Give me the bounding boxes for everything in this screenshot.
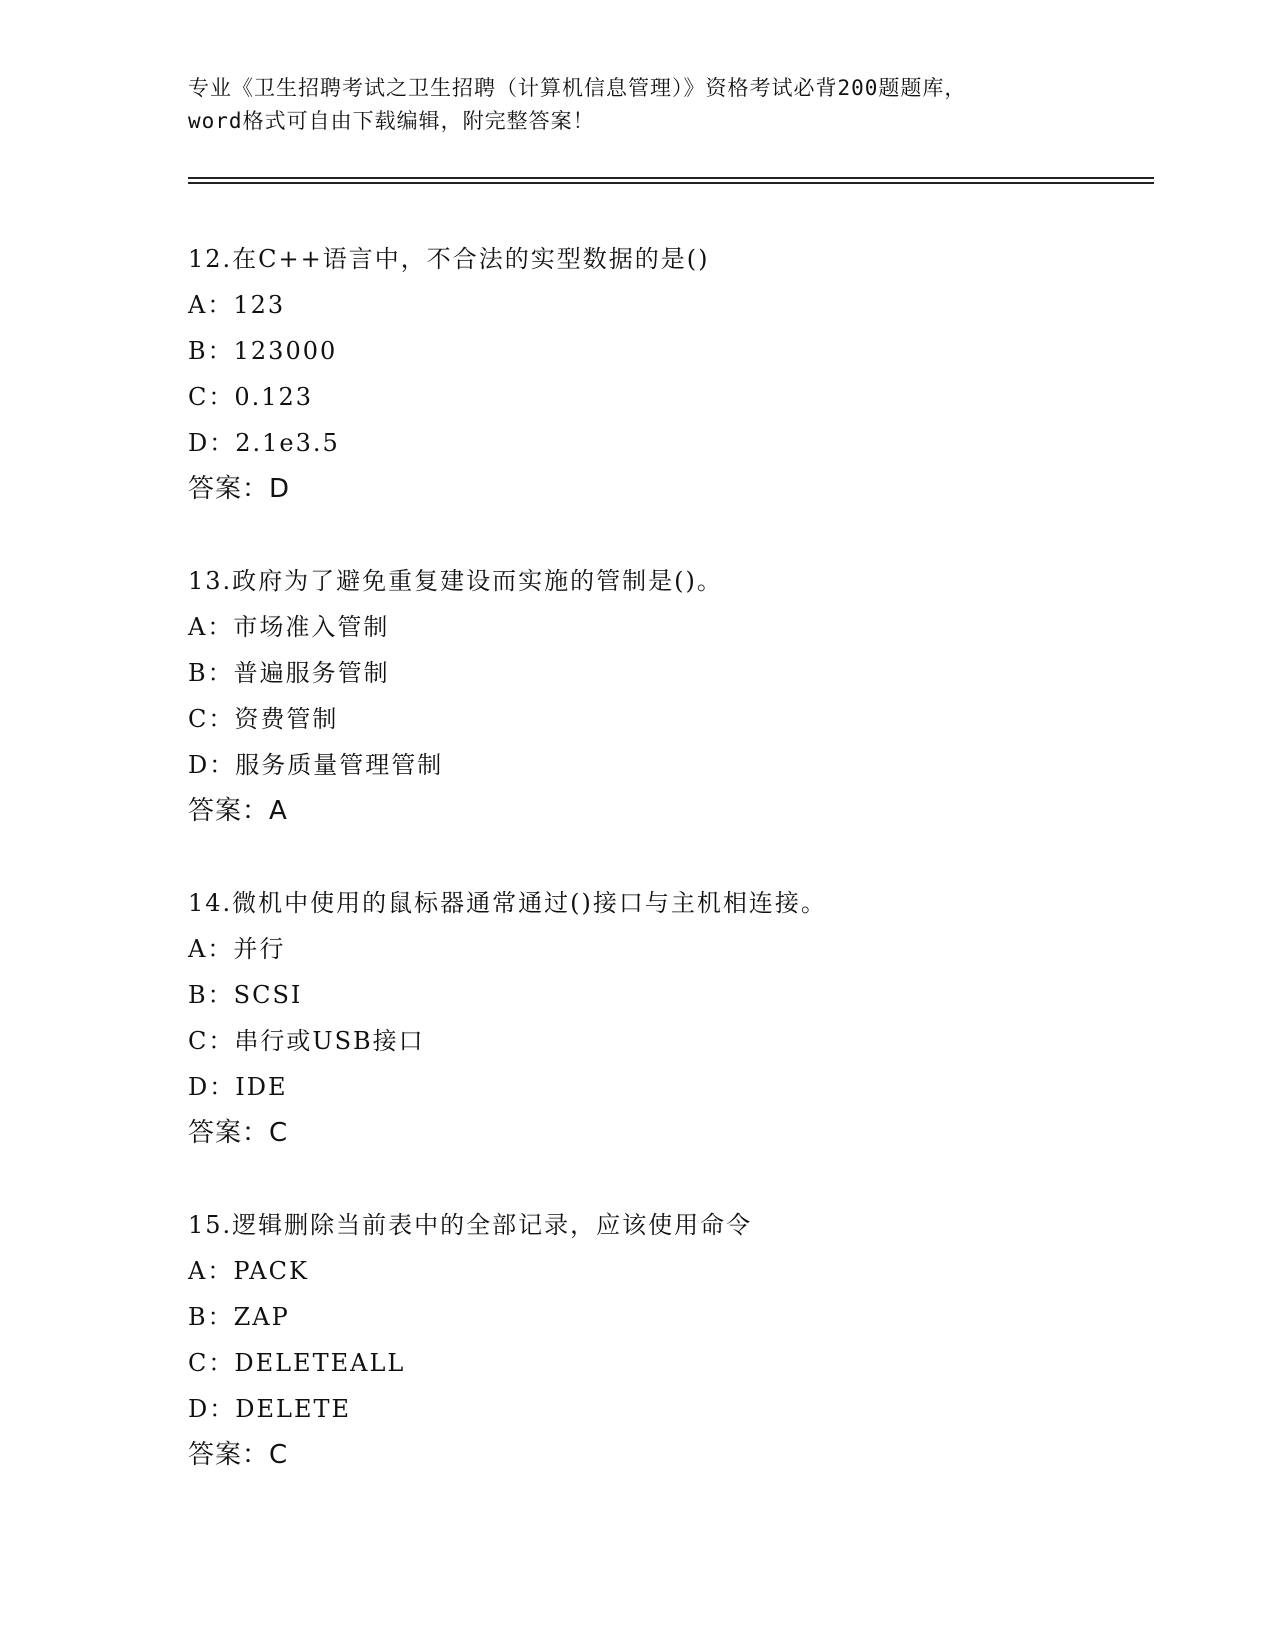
option-b: B：123000 [188, 337, 338, 365]
header-line-1: 专业《卫生招聘考试之卫生招聘（计算机信息管理）》资格考试必背200题题库， [188, 76, 967, 100]
option-a: A：并行 [188, 935, 286, 963]
option-a: A：123 [188, 291, 286, 319]
answer: 答案：D [188, 474, 291, 504]
question-13 [188, 558, 1148, 834]
question-title: 12.在C++语言中，不合法的实型数据的是() [188, 245, 710, 273]
answer: 答案：C [188, 1440, 289, 1470]
answer: 答案：C [188, 1118, 289, 1148]
option-a: A：市场准入管制 [188, 613, 390, 641]
option-b: B：ZAP [188, 1303, 290, 1331]
option-d: D：2.1e3.5 [188, 429, 340, 457]
question-title: 15.逻辑删除当前表中的全部记录，应该使用命令 [188, 1211, 753, 1239]
question-title: 13.政府为了避免重复建设而实施的管制是()。 [188, 567, 723, 595]
option-d: D：DELETE [188, 1395, 351, 1423]
header-line-2: word格式可自由下载编辑，附完整答案！ [188, 109, 595, 133]
header-divider-bottom [188, 182, 1154, 184]
option-c: C：DELETEALL [188, 1349, 406, 1377]
question-12 [188, 236, 1148, 512]
header-divider-top [188, 177, 1154, 179]
option-c: C：0.123 [188, 383, 314, 411]
option-d: D：IDE [188, 1073, 288, 1101]
option-c: C：资费管制 [188, 705, 339, 733]
option-b: B：普遍服务管制 [188, 659, 390, 687]
question-list [188, 236, 1148, 1524]
option-b: B：SCSI [188, 981, 303, 1009]
question-15 [188, 1202, 1148, 1478]
option-c: C：串行或USB接口 [188, 1027, 425, 1055]
option-d: D：服务质量管理管制 [188, 751, 444, 779]
document-header [188, 72, 1088, 138]
option-a: A：PACK [188, 1257, 309, 1285]
answer: 答案：A [188, 796, 288, 826]
question-title: 14.微机中使用的鼠标器通常通过()接口与主机相连接。 [188, 889, 827, 917]
question-14 [188, 880, 1148, 1156]
